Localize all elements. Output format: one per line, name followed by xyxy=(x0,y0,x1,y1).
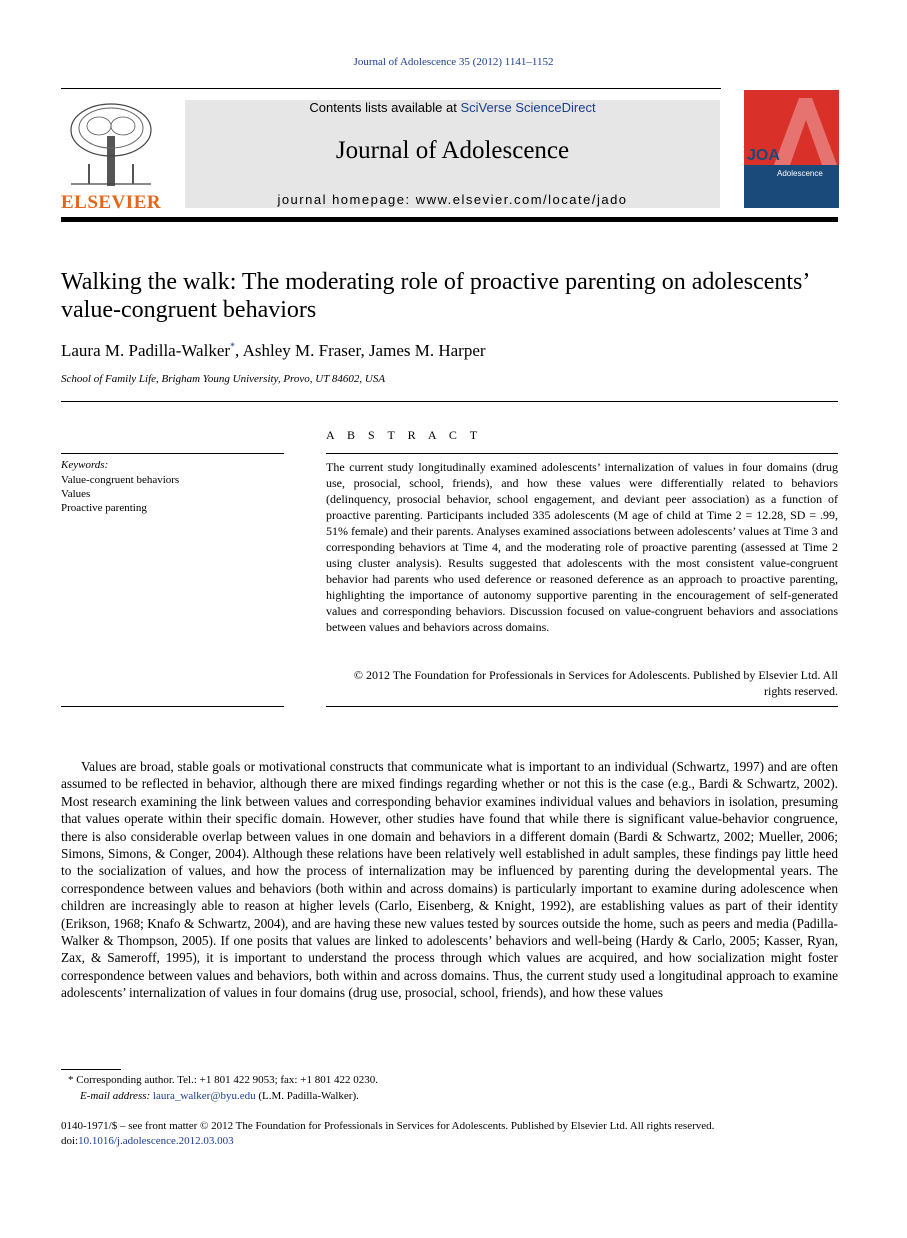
article-title: Walking the walk: The moderating role of proactive parenting on adolescents’ value-congruent behaviors xyxy=(61,269,809,323)
corresponding-author-mark[interactable]: * xyxy=(230,341,236,353)
email-label: E-mail address: xyxy=(80,1090,153,1102)
cover-art xyxy=(744,90,839,208)
doi-link[interactable]: 10.1016/j.adolescence.2012.03.003 xyxy=(78,1135,234,1147)
journal-title: Journal of Adolescence xyxy=(335,137,570,164)
abstract-text: The current study longitudinally examined adolescents’ internalization of values in four domains (drug use, prosocial, school, friends), and how these values were differentially related to behaviors (delinquency, prosocial behavior, school engagement, and deviant peer association) as a function of proactive parenting. Participants included 335 adolescents (M age of child at Time 2 = 12.28, SD = .99, 51% female) and their parents. Analyses examined associations between adolescents’ values at Time 3 and corresponding behaviors at Time 4, and the moderating role of proactive parenting (assessed at Time 2 using cluster analysis). Results suggested that adolescents with the most consistent value-congruent behavior had parents who used deference or reasoned deference as an approach to proactive parenting, highlighting the importance of autonomy supportive parenting in the encouragement of self-generated values and corresponding behaviors. Discussion focused on value-congruent behaviors and associations between values and behaviors across domains. xyxy=(326,460,838,634)
author-list xyxy=(61,341,486,361)
affiliation: School of Family Life, Brigham Young University, Provo, UT 84602, USA xyxy=(61,373,386,385)
cover-label: Adolescence xyxy=(777,169,823,178)
header-rule xyxy=(61,88,721,89)
doi-line xyxy=(61,1135,234,1147)
journal-cover-image xyxy=(744,90,839,208)
intro-paragraph: Values are broad, stable goals or motivational constructs that communicate what is important to an individual (Schwartz, 1997) and are often assumed to be reflected in behavior, although there are mixed findings regarding whether or not this is the case (e.g., Bardi & Schwartz, 2002). Most research examining the link between values and corresponding behavior examines individual values and behaviors in isolation, presuming that values operate within their specific domain. However, other studies have found that while there is significant value-behavior congruence, there is also considerable overlap between values in one domain and behaviors in a different domain (Bardi & Schwartz, 2002; Mueller, 2006; Simons, Simons, & Conger, 2004). Although these relations have been relatively well established in adult samples, these findings pay little heed to the socialization of values, and how the process of internalization may be influenced by parenting during the developmental years. The correspondence between values and behaviors (both within and across domains) is particularly important to examine during adolescence when children are increasingly able to reason at higher levels (Carlo, Eisenberg, & Knight, 1992), are establishing values as part of their identity (Erikson, 1968; Knafo & Schwartz, 2004), and are having these new values tested by sources outside the home, such as peers and media (Padilla-Walker & Thompson, 2005). If one posits that values are linked to adolescents’ behaviors and well-being (Hardy & Carlo, 2005; Kasser, Ryan, Zax, & Sameroff, 1995), it is important to understand the process through which values are acquired, and how socialization might foster correspondence between values and behaviors, both within and across domains. Thus, the current study used a longitudinal approach to examine adolescents’ internalization of values in four domains (drug use, prosocial, school, friends), and how these values xyxy=(61,759,838,1001)
keywords-rule-top xyxy=(61,453,284,454)
footnote-rule xyxy=(61,1069,121,1070)
abstract-rule-bottom xyxy=(326,706,838,707)
contents-line xyxy=(185,100,720,115)
abstract-heading: A B S T R A C T xyxy=(326,428,483,442)
keywords-rule-bottom xyxy=(61,706,284,707)
doi-label: doi: xyxy=(61,1135,79,1147)
keywords-heading: Keywords: xyxy=(61,459,109,471)
issn-line: 0140-1971/$ – see front matter © 2012 The Foundation for Professionals in Services for Adolescents. Published by Elsevier Ltd. All rights reserved. xyxy=(61,1120,715,1132)
contents-prefix: Contents lists available at xyxy=(309,100,461,115)
sciencedirect-link[interactable]: SciVerse ScienceDirect xyxy=(460,100,596,115)
corresponding-footnote: * Corresponding author. Tel.: +1 801 422 9053; fax: +1 801 422 0230. xyxy=(68,1074,378,1086)
email-footnote xyxy=(80,1090,359,1102)
email-link[interactable]: laura_walker@byu.edu xyxy=(152,1090,256,1102)
svg-text:JOA: JOA xyxy=(747,147,780,164)
keyword-item: Proactive parenting xyxy=(61,502,147,514)
keyword-item: Values xyxy=(61,488,91,500)
section-rule xyxy=(61,401,838,402)
journal-homepage[interactable]: journal homepage: www.elsevier.com/locate/jado xyxy=(277,192,628,207)
email-suffix: (L.M. Padilla-Walker). xyxy=(255,1090,359,1102)
journal-reference[interactable]: Journal of Adolescence 35 (2012) 1141–1152 xyxy=(353,56,554,68)
other-authors: , Ashley M. Fraser, James M. Harper xyxy=(235,341,486,360)
abstract-copyright: © 2012 The Foundation for Professionals in Services for Adolescents. Published by Elsevier Ltd. All rights reserved. xyxy=(353,668,838,698)
elsevier-wordmark: ELSEVIER xyxy=(61,192,162,213)
keyword-item: Value-congruent behaviors xyxy=(61,474,180,486)
first-author: Laura M. Padilla-Walker xyxy=(61,341,231,360)
header-thick-rule xyxy=(61,217,838,222)
abstract-rule-top xyxy=(326,453,838,454)
